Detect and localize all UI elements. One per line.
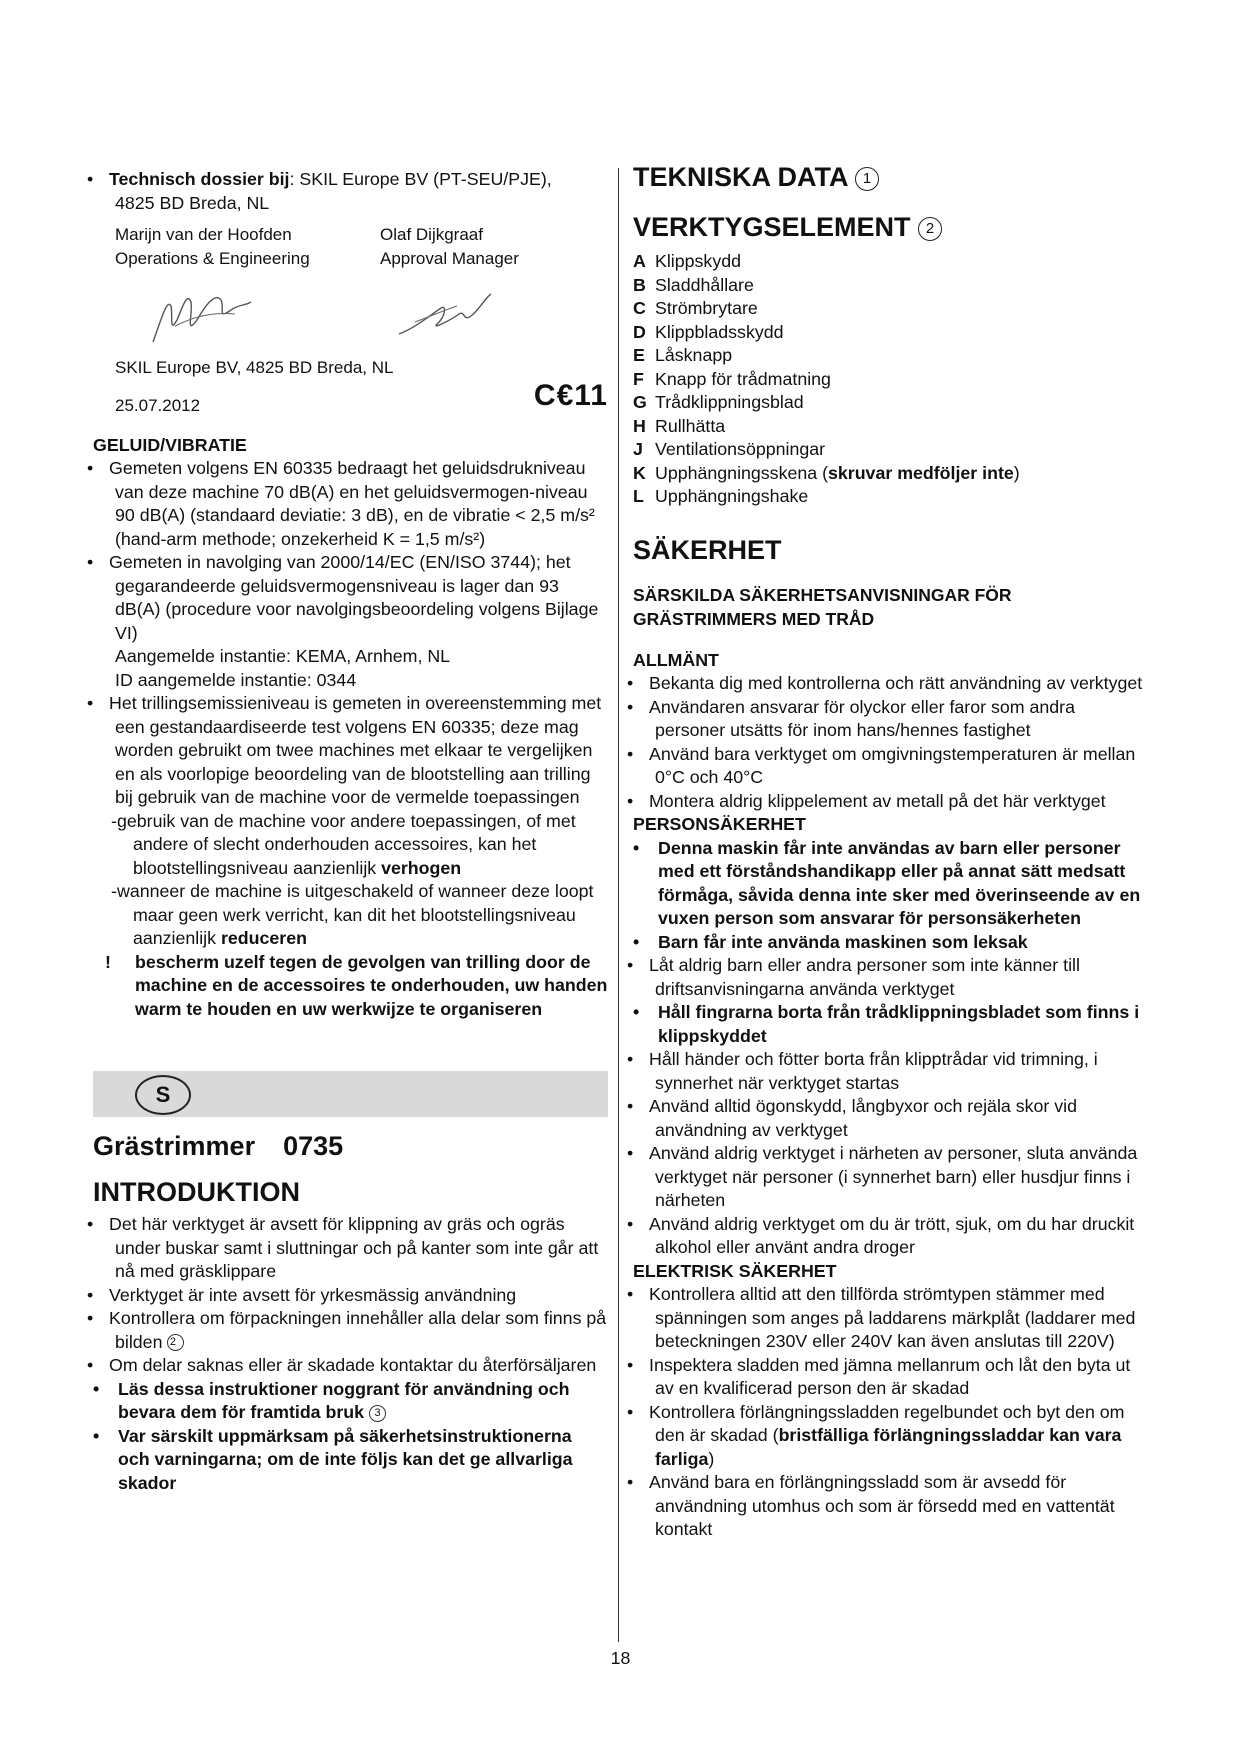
signatory-1 (115, 223, 380, 270)
part-letter: H (633, 415, 646, 436)
dash-bold: verhogen (381, 857, 462, 878)
tekniska-title: TEKNISKA DATA (633, 162, 848, 192)
signatories (115, 223, 608, 270)
list-item: • Gemeten in navolging van 2000/14/EC (EN/ISO 3744); het gegarandeerde geluidsvermogensniveau is lager dan 93 dB(A) (procedure voor navolgingsbeoordeling volgens Bijlage VI) (93, 551, 608, 645)
dash-item (93, 810, 608, 881)
list-item: • Det här verktyget är avsett för klippning av gräs och ogräs under buskar samt i sluttningar och på kanter som inte går att nå med gräsklippare (93, 1213, 608, 1284)
part-item (633, 297, 1148, 321)
part-letter: D (633, 321, 646, 342)
part-label: Sladdhållare (655, 274, 754, 295)
part-letter: K (633, 462, 646, 483)
part-label-end: ) (1013, 462, 1020, 483)
part-item (633, 438, 1148, 462)
parts-list (633, 250, 1148, 509)
signature-1-icon (135, 276, 265, 356)
figure-ref: 1 (855, 167, 879, 191)
part-letter: E (633, 345, 645, 365)
list-item: • Inspektera sladden med jämna mellanrum och låt den byta ut av en kvalificerad person den är skadad (633, 1354, 1148, 1401)
list-item: • Håll händer och fötter borta från klipptrådar vid trimning, i synnerhet när verktyget startas (633, 1048, 1148, 1095)
list-item: • Het trillingsemissieniveau is gemeten in overeenstemming met een gestandaardiseerde test volgens EN 60335; deze mag worden gebruikt om twee machines met elkaar te vergelijken en als voorlopige beoordeling van de blootstelling aan trilling bij gebruik van de machine voor de vermelde toepassingen (93, 692, 608, 810)
part-label: Ventilationsöppningar (655, 439, 826, 459)
dossier-address: 4825 BD Breda, NL (115, 192, 270, 213)
aangemelde-id: ID aangemelde instantie: 0344 (115, 669, 357, 690)
signatory-2 (380, 223, 519, 270)
part-letter: G (633, 392, 647, 412)
part-item (633, 485, 1148, 509)
verktyg-heading (633, 210, 1148, 244)
list-item: • Gemeten volgens EN 60335 bedraagt het geluidsdrukniveau van deze machine 70 dB(A) en het geluidsvermogen-niveau 90 dB(A) (standaard deviatie: 3 dB), en de vibratie < 2,5 m/s² (hand-arm methode; onzekerheid K = 1,5 m/s²) (93, 457, 608, 551)
list-item: • Barn får inte använda maskinen som leksak (633, 931, 1148, 955)
list-item (93, 1378, 608, 1425)
part-item (633, 391, 1148, 415)
date-row (115, 378, 608, 420)
part-item (633, 274, 1148, 298)
part-letter: C (633, 298, 646, 318)
part-label: Rullhätta (655, 415, 726, 436)
list-item: • Använd aldrig verktyget om du är trött, sjuk, om du har druckit alkohol eller använt andra droger (633, 1213, 1148, 1260)
column-divider (618, 168, 619, 1642)
list-item: • Denna maskin får inte användas av barn eller personer med ett förståndshandikapp eller på annat sätt medsatt förmåga, såvida denna inte sker med överinseende av en vuxen person som ansvarar för personsäkerheten (633, 837, 1148, 931)
page-number: 18 (610, 1648, 631, 1668)
language-s-badge: S (135, 1075, 191, 1115)
part-item (633, 462, 1148, 486)
aangemelde-instantie: Aangemelde instantie: KEMA, Arnhem, NL (115, 646, 451, 666)
part-label: Klippskydd (655, 251, 741, 271)
verktyg-title: VERKTYGSELEMENT (633, 212, 911, 242)
list-item-text: Kontrollera om förpackningen innehåller alla delar som finns på bilden (109, 1308, 607, 1352)
figure-ref: 3 (369, 1405, 386, 1422)
part-label: Strömbrytare (655, 298, 758, 318)
list-item (93, 1307, 608, 1354)
personsakerhet-heading: PERSONSÄKERHET (633, 814, 806, 834)
list-item-text: Läs dessa instruktioner noggrant för användning och bevara dem för framtida bruk (118, 1378, 570, 1422)
list-item: • Var särskilt uppmärksam på säkerhetsinstruktionerna och varningarna; om de inte följs kan det ge allvarliga skador (93, 1425, 608, 1496)
list-item: • Håll fingrarna borta från trådklippningsbladet som finns i klippskyddet (633, 1001, 1148, 1048)
list-item-bold: bristfälliga förlängningssladdar kan vara farliga (655, 1425, 1122, 1469)
product-title (93, 1129, 608, 1163)
product-name: Grästrimmer (93, 1131, 256, 1161)
figure-ref: 2 (918, 217, 942, 241)
part-item (633, 321, 1148, 345)
dash-text: gebruik van de machine voor andere toepassingen, of met andere of slecht onderhouden accessoires, kan het blootstellingsniveau aanzienlijk (117, 810, 576, 878)
figure-ref: 2 (167, 1334, 184, 1351)
part-label: Knapp för trådmatning (655, 368, 831, 389)
sakerhet-heading: SÄKERHET (633, 534, 782, 565)
part-item (633, 250, 1148, 274)
dash-item (93, 880, 608, 951)
part-label: Trådklippningsblad (655, 392, 804, 412)
ce-mark: C€11 (533, 378, 608, 412)
elektrisk-heading: ELEKTRISK SÄKERHET (633, 1260, 837, 1281)
date: 25.07.2012 (115, 395, 201, 415)
tekniska-heading (633, 160, 1148, 194)
part-label: Klippbladsskydd (655, 321, 784, 342)
part-label-bold: skruvar medföljer inte (828, 462, 1014, 483)
list-item: • Verktyget är inte avsett för yrkesmässig användning (93, 1284, 608, 1308)
geluid-heading: GELUID/VIBRATIE (93, 434, 247, 455)
part-letter: A (633, 251, 646, 271)
list-item: • Använd aldrig verktyget i närheten av personer, sluta använda verktyget när personer (i synnerhet barn) eller husdjur finns i närheten (633, 1142, 1148, 1213)
list-item-end: ) (708, 1448, 715, 1469)
warning-item: ! bescherm uzelf tegen de gevolgen van trilling door de machine en de accessoires te onderhouden, uw handen warm te houden en uw werkwijze te organiseren (93, 951, 608, 1022)
list-item-text: Kontrollera förlängningssladden regelbundet och byt den om den är skadad ( (649, 1401, 1125, 1445)
dash-text: wanneer de machine is uitgeschakeld of wanneer deze loopt maar geen werk verricht, kan dit het blootstellingsniveau aanzienlijk (117, 881, 594, 948)
list-item: • Användaren ansvarar för olyckor eller faror som andra personer utsätts för inom hans/hennes fastighet (633, 696, 1148, 743)
list-item: • Om delar saknas eller är skadade kontaktar du återförsäljaren (93, 1354, 608, 1378)
part-letter: F (633, 368, 644, 389)
dossier-label: Technisch dossier bij (109, 169, 290, 189)
part-letter: B (633, 274, 646, 295)
allmant-heading: ALLMÄNT (633, 649, 719, 670)
list-item: • Kontrollera alltid att den tillförda strömtypen stämmer med spänningen som anges på laddarens märkplåt (laddarer med beteckningen 230V eller 240V kan även anslutas till 220V) (633, 1283, 1148, 1354)
intro-heading: INTRODUKTION (93, 1177, 300, 1207)
sarskilda-heading: SÄRSKILDA SÄKERHETSANVISNINGAR FÖR GRÄSTRIMMERS MED TRÅD (633, 584, 1012, 629)
part-item (633, 368, 1148, 392)
list-item: • Använd alltid ögonskydd, långbyxor och rejäla skor vid användning av verktyget (633, 1095, 1148, 1142)
dossier-text: : SKIL Europe BV (PT-SEU/PJE), (289, 169, 552, 189)
part-letter: L (633, 486, 644, 506)
list-item: • Använd bara verktyget om omgivningstemperaturen är mellan 0°C och 40°C (633, 743, 1148, 790)
part-label: Upphängningsskena ( (655, 462, 828, 483)
part-letter: J (633, 439, 643, 459)
signatory-name: Olaf Dijkgraaf (380, 225, 483, 244)
signatures (115, 270, 608, 356)
signatory-name: Marijn van der Hoofden (115, 225, 292, 244)
signatory-role: Approval Manager (380, 248, 519, 268)
signatory-role: Operations & Engineering (115, 248, 310, 268)
list-item: • Använd bara en förlängningssladd som är avsedd för användning utomhus och som är försedd med en vattentät kontakt (633, 1471, 1148, 1542)
technical-dossier (93, 168, 608, 215)
part-label: Låsknapp (655, 345, 733, 365)
part-item (633, 344, 1148, 368)
list-item: • Bekanta dig med kontrollerna och rätt användning av verktyget (633, 672, 1148, 696)
part-item (633, 415, 1148, 439)
right-column (633, 160, 1148, 1542)
signature-2-icon (385, 276, 515, 356)
language-badge (93, 1071, 608, 1117)
product-number: 0735 (283, 1131, 344, 1161)
left-column (93, 168, 608, 1495)
company-line: SKIL Europe BV, 4825 BD Breda, NL (115, 358, 394, 377)
list-item: • Montera aldrig klippelement av metall på det här verktyget (633, 790, 1148, 814)
list-item: • Låt aldrig barn eller andra personer som inte känner till driftsanvisningarna använda verktyget (633, 954, 1148, 1001)
list-item (633, 1401, 1148, 1472)
part-label: Upphängningshake (655, 486, 809, 506)
dash-bold: reduceren (220, 928, 307, 948)
